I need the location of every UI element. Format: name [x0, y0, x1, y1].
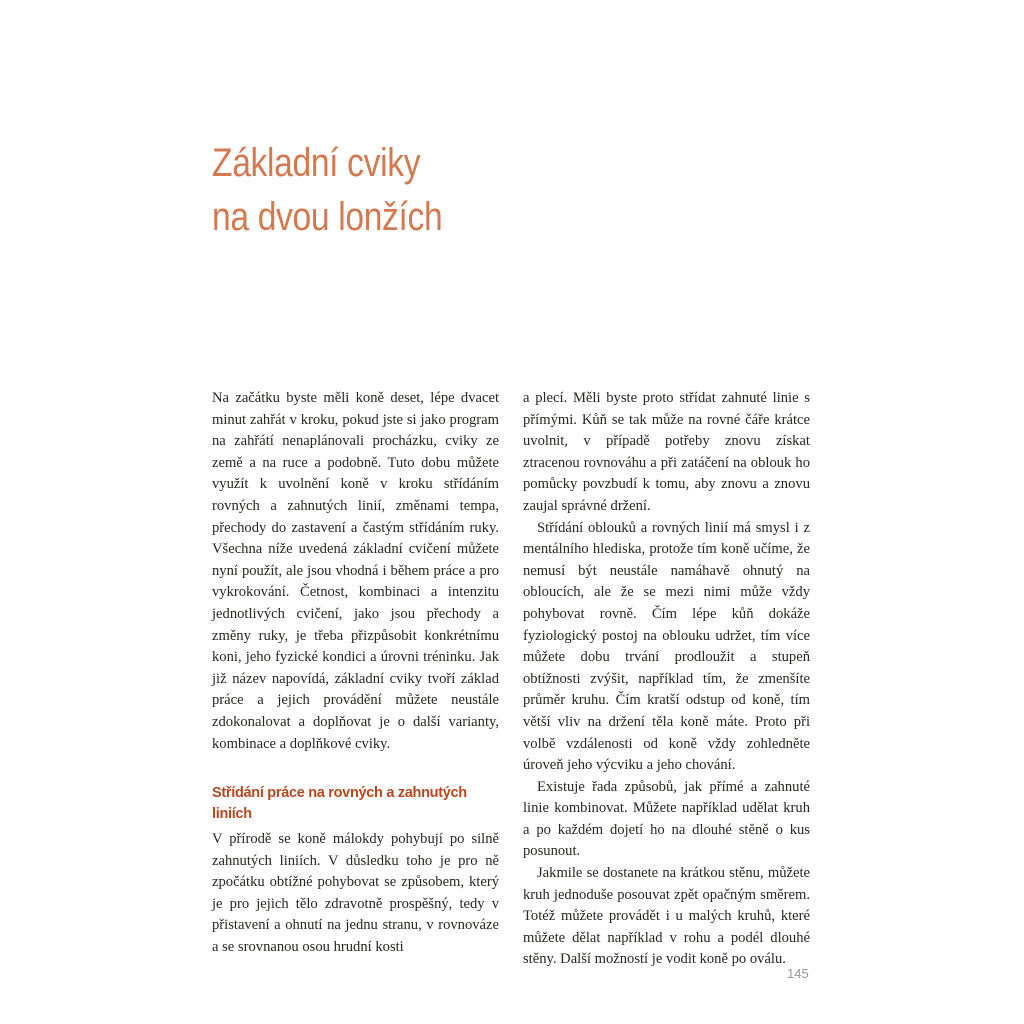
page-title [212, 136, 442, 244]
paragraph-combinations: Existuje řada způsobů, jak přímé a zahnuté linie kombinovat. Můžete například udělat kruh a po každém dojetí ho na dlouhé stěně o kus posunout. [523, 778, 810, 860]
section-heading: Střídání práce na rovných a zahnutých liniích [212, 785, 467, 823]
paragraph-arcs-and-lines: Střídání oblouků a rovných linií má smysl i z mentálního hlediska, protože tím koně učíme, že nemusí být neustále namáhavě ohnutý na obloucích, ale že se mezi nimi může vždy pohybovat rovně. Čím lépe kůň dokáže fyziologický postoj na oblouku udržet, tím více můžete dobu trvání prodloužit a stupeň obtížnosti zvýšit, například tím, že zmenšíte průměr kruhu. Čím kratší odstup od koně, tím větší vliv na držení těla koně máte. Proto při volbě vzdálenosti od koně vždy zohledněte úroveň jeho výcviku a jeho chování. [523, 519, 810, 774]
page-number: 145 [787, 966, 809, 981]
paragraph-short-wall: Jakmile se dostanete na krátkou stěnu, můžete kruh jednoduše posouvat zpět opačným směrem. Totéž můžete provádět i u malých kruhů, které můžete dělat například v rohu a podél dlouhé stěny. Další možností je vodit koně po oválu. [523, 865, 810, 968]
page-title-line-1: Základní cviky [212, 141, 421, 185]
paragraph-continued: a plecí. Měli byste proto střídat zahnuté linie s přímými. Kůň se tak může na rovné čáře krátce uvolnit, v případě potřeby znovu získat ztracenou rovnováhu a při zatáčení na oblouk ho pomůcky povzbudí k tomu, aby znovu a znovu zaujal správné držení. [523, 390, 810, 514]
intro-paragraph: Na začátku byste měli koně deset, lépe dvacet minut zahřát v kroku, pokud jste si jako program na zahřátí nenaplánovali procházku, cviky ze země a na ruce a podobně. Tuto dobu můžete využít k uvolnění koně v kroku střídáním rovných a zahnutých linií, změnami tempa, přechody do zastavení a častým střídáním ruky. Všechna níže uvedená základní cvičení můžete nyní použít, ale jsou vhodná i během práce a pro vykrokování. Četnost, kombinaci a intenzitu jednotlivých cvičení, jako jsou přechody a změny ruky, je třeba přizpůsobit konkrétnímu koni, jeho fyzické kondici a úrovni tréninku. Jak již název napovídá, základní cviky tvoří základ práce a jejich provádění můžete neustále zdokonalovat a doplňovat je o další varianty, kombinace a doplňkové cviky. [212, 390, 499, 752]
section-paragraph: V přírodě se koně málokdy pohybují po silně zahnutých liniích. V důsledku toho je pro ně zpočátku obtížné pohybovat se způsobem, který je pro jejich tělo zdravotně prospěšný, tedy v přistavení a ohnutí na jednu stranu, v rovnováze a se srovnanou osou hrudní kosti [212, 831, 499, 956]
page-title-line-2: na dvou lonžích [212, 195, 443, 239]
right-column [523, 388, 810, 971]
left-column [212, 388, 499, 959]
